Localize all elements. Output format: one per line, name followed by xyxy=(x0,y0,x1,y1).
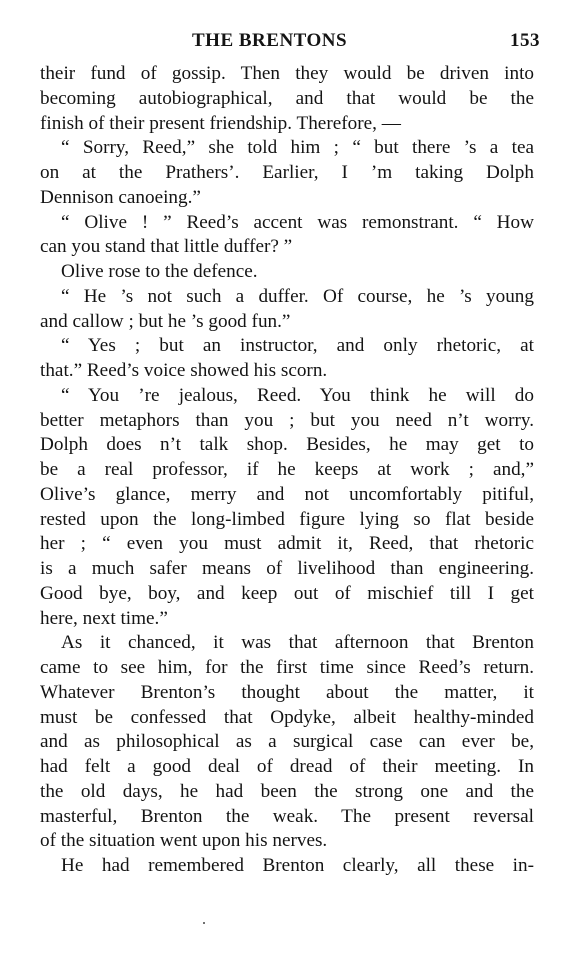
page-number: 153 xyxy=(510,30,540,51)
running-title: THE BRENTONS xyxy=(192,30,348,51)
text-line: rested upon the long-limbed figure lying so flat beside xyxy=(40,508,534,530)
text-line: masterful, Brenton the weak. The present reversal xyxy=(40,805,534,827)
text-line: must be confessed that Opdyke, albeit healthy-minded xyxy=(40,706,534,728)
text-line: “ Olive ! ” Reed’s accent was remonstrant. “ How xyxy=(61,211,534,233)
text-line: Olive’s glance, merry and not uncomfortably pitiful, xyxy=(40,483,534,505)
text-line: their fund of gossip. Then they would be driven into xyxy=(40,63,534,84)
text-line: of the situation went upon his nerves. xyxy=(40,830,328,852)
text-line: finish of their present friendship. Therefore, — xyxy=(40,112,401,134)
running-head xyxy=(40,30,540,56)
print-speck xyxy=(203,922,205,924)
text-line: can you stand that little duffer? ” xyxy=(40,236,293,258)
text-line: Olive rose to the defence. xyxy=(61,261,258,282)
text-line: Whatever Brenton’s thought about the matter, it xyxy=(40,681,534,703)
text-line: came to see him, for the first time since Reed’s return. xyxy=(40,657,534,678)
text-line: Dennison canoeing.” xyxy=(40,186,201,208)
text-line: becoming autobiographical, and that would be the xyxy=(40,87,534,109)
text-line: be a real professor, if he keeps at work ; and,” xyxy=(40,459,534,480)
text-line: her ; “ even you must admit it, Reed, that rhetoric xyxy=(40,533,534,555)
text-line: the old days, he had been the strong one and the xyxy=(40,780,534,802)
text-line: “ Sorry, Reed,” she told him ; “ but there ’s a tea xyxy=(61,137,534,159)
text-line: Good bye, boy, and keep out of mischief till I get xyxy=(40,582,534,604)
text-line: better metaphors than you ; but you need n’t worry. xyxy=(40,409,534,431)
text-line: He had remembered Brenton clearly, all these in- xyxy=(61,855,534,876)
text-line: on at the Prathers’. Earlier, I ’m taking Dolph xyxy=(40,162,534,183)
text-line: As it chanced, it was that afternoon that Brenton xyxy=(61,632,534,654)
text-line: Dolph does n’t talk shop. Besides, he may get to xyxy=(40,434,534,456)
text-line: is a much safer means of livelihood than engineering. xyxy=(40,558,534,579)
text-line: “ He ’s not such a duffer. Of course, he ’s young xyxy=(61,285,534,307)
text-line: had felt a good deal of dread of their meeting. In xyxy=(40,756,534,777)
text-line: “ You ’re jealous, Reed. You think he will do xyxy=(61,384,534,406)
text-line: and callow ; but he ’s good fun.” xyxy=(40,310,291,332)
text-line: that.” Reed’s voice showed his scorn. xyxy=(40,360,328,381)
text-line: and as philosophical as a surgical case can ever be, xyxy=(40,731,534,753)
text-line: “ Yes ; but an instructor, and only rhetoric, at xyxy=(61,335,534,357)
body-text xyxy=(40,62,534,879)
text-line: here, next time.” xyxy=(40,607,168,629)
